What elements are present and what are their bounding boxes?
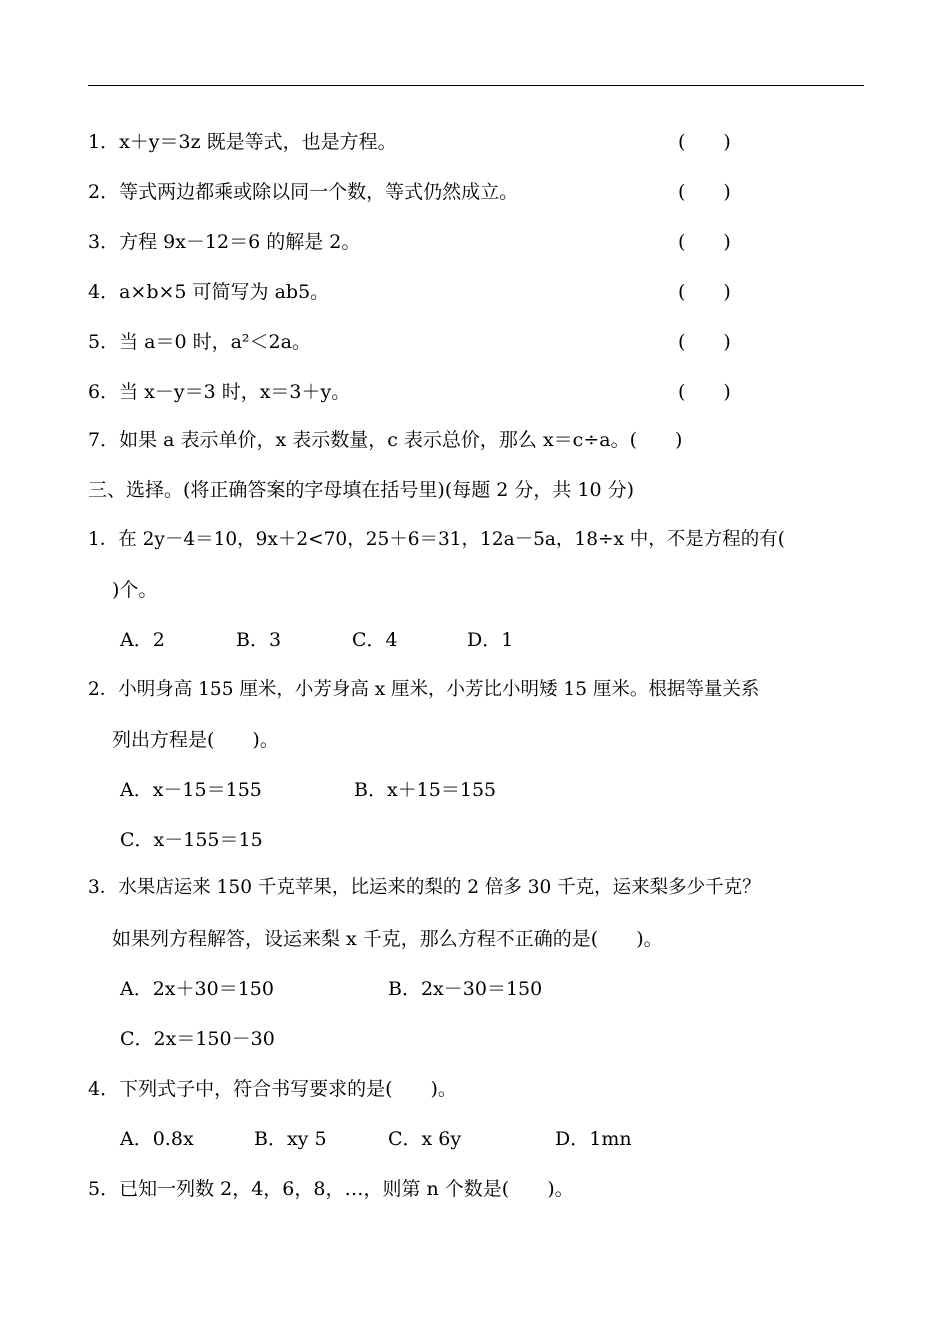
- q3-option-a[interactable]: A．2x＋30＝150: [120, 978, 274, 1000]
- judge-item-6: 6．当 x－y＝3 时，x＝3＋y。: [88, 381, 351, 403]
- judge-item-4: 4．a×b×5 可简写为 ab5。: [88, 281, 330, 303]
- judge-item-3: 3．方程 9x－12＝6 的解是 2。: [88, 231, 361, 253]
- q4-option-c[interactable]: C．x 6y: [388, 1128, 462, 1150]
- judge-item-5: 5．当 a＝0 时，a²＜2a。: [88, 331, 311, 353]
- question-5-line1: 5．已知一列数 2，4，6，8，…，则第 n 个数是( )。: [88, 1178, 574, 1200]
- question-1-line2: )个。: [112, 579, 158, 601]
- judge-item-2: 2．等式两边都乘或除以同一个数，等式仍然成立。: [88, 181, 519, 203]
- q1-option-c[interactable]: C．4: [352, 629, 398, 651]
- q1-option-b[interactable]: B．3: [236, 629, 282, 651]
- question-4-line1: 4．下列式子中，符合书写要求的是( )。: [88, 1078, 457, 1100]
- q2-option-a[interactable]: A．x－15＝155: [120, 779, 262, 801]
- judge-item-7: 7．如果 a 表示单价，x 表示数量，c 表示总价，那么 x＝c÷a。( ): [88, 429, 683, 451]
- q4-option-b[interactable]: B．xy 5: [254, 1128, 327, 1150]
- q3-option-c[interactable]: C．2x＝150－30: [120, 1028, 275, 1050]
- q1-option-a[interactable]: A．2: [120, 629, 165, 651]
- answer-paren-3[interactable]: ( ): [678, 231, 731, 253]
- q4-option-d[interactable]: D．1mn: [555, 1128, 632, 1150]
- q2-option-b[interactable]: B．x＋15＝155: [354, 779, 497, 801]
- q2-option-c[interactable]: C．x－155＝15: [120, 829, 263, 851]
- q3-option-b[interactable]: B．2x－30＝150: [388, 978, 543, 1000]
- q1-option-d[interactable]: D．1: [467, 629, 514, 651]
- header-rule: [88, 85, 864, 86]
- answer-paren-1[interactable]: ( ): [678, 131, 731, 153]
- question-1-line1: 1．在 2y－4＝10，9x＋2<70，25＋6＝31，12a－5a，18÷x 中，不是方程的有(: [88, 529, 785, 550]
- question-3-line2: 如果列方程解答，设运来梨 x 千克，那么方程不正确的是( )。: [112, 928, 663, 950]
- answer-paren-4[interactable]: ( ): [678, 281, 731, 303]
- section-heading: 三、选择。(将正确答案的字母填在括号里)(每题 2 分，共 10 分): [88, 479, 635, 501]
- question-2-line2: 列出方程是( )。: [112, 729, 279, 751]
- answer-paren-5[interactable]: ( ): [678, 331, 731, 353]
- answer-paren-6[interactable]: ( ): [678, 381, 731, 403]
- q4-option-a[interactable]: A．0.8x: [120, 1128, 194, 1150]
- answer-paren-2[interactable]: ( ): [678, 181, 731, 203]
- judge-item-1: 1．x＋y＝3z 既是等式，也是方程。: [88, 131, 397, 153]
- question-2-line1: 2．小明身高 155 厘米，小芳身高 x 厘米，小芳比小明矮 15 厘米。根据等量关系: [88, 679, 760, 700]
- question-3-line1: 3．水果店运来 150 千克苹果，比运来的梨的 2 倍多 30 千克，运来梨多少千克？: [88, 877, 761, 898]
